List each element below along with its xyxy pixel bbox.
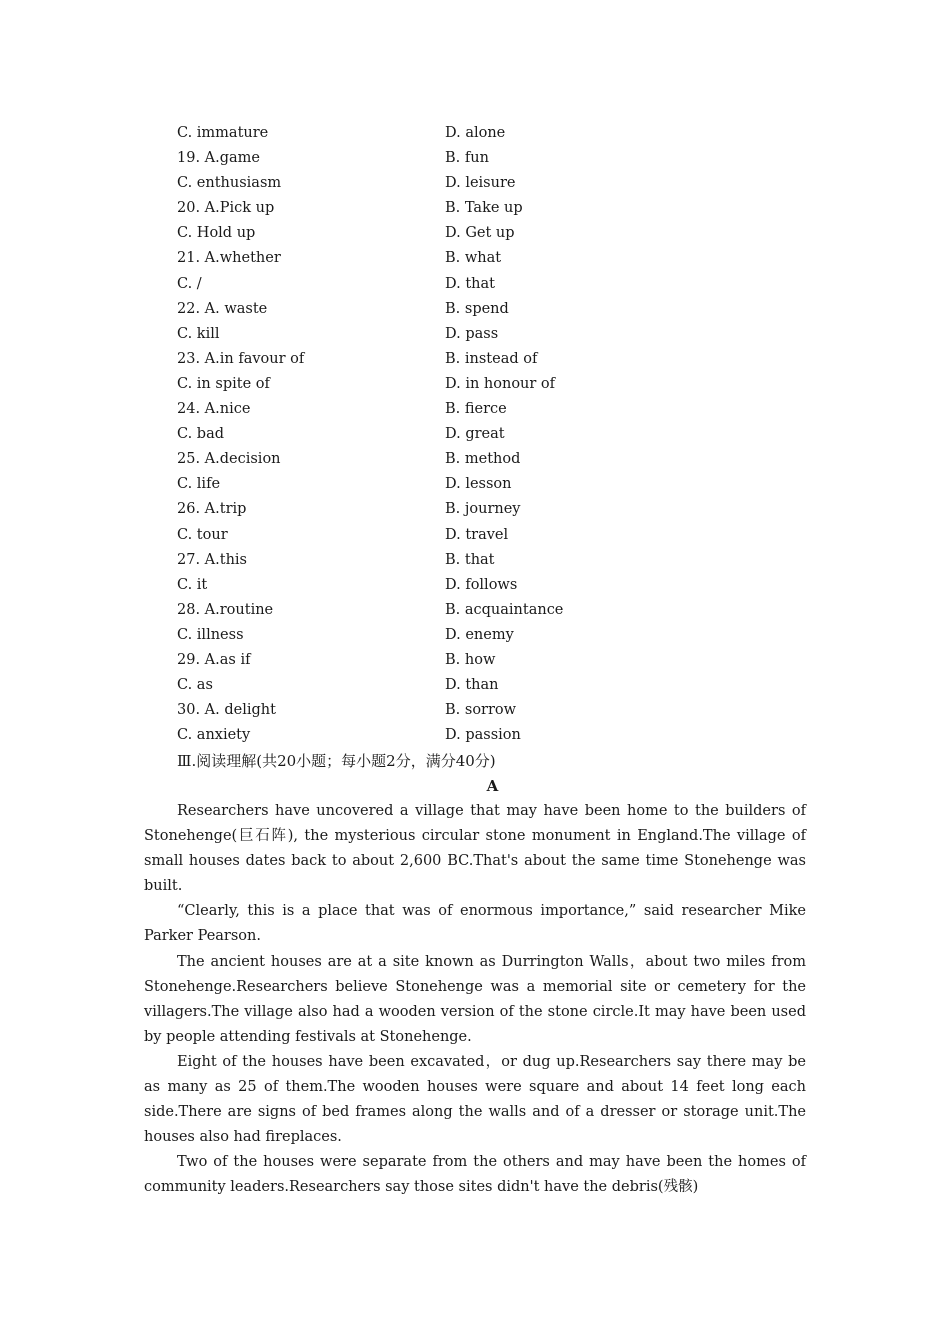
option-row [177,447,697,472]
passage-paragraph: Two of the houses were separate from the others and may have been the homes of community leaders.Researchers say those sites didn't have the debris(残骸) [144,1154,806,1196]
option-left: 29. A.as if [177,651,251,668]
passage-paragraph: Researchers have uncovered a village that may have been home to the builders of Stonehenge(巨石阵), the mysterious circular stone monument in England.The village of small houses dates back to about 2,600 BC.That's about the same time Stonehenge was built. [144,803,806,895]
option-right: B. method [445,451,521,468]
option-left: 21. A.whether [177,250,281,267]
option-row [177,422,697,447]
option-right: B. that [445,551,495,568]
option-right: B. sorrow [445,702,517,719]
option-row [177,573,697,598]
option-row [177,397,697,422]
option-right: D. pass [445,325,499,342]
option-left: C. illness [177,626,244,643]
option-row [177,146,697,171]
passage-paragraph: Eight of the houses have been excavated，or dug up.Researchers say there may be as many as 25 of them.The wooden houses were square and about 14 feet long each side.There are signs of bed frames along the walls and of a dresser or storage unit.The houses also had fireplaces. [144,1053,806,1146]
option-left: C. immature [177,125,269,141]
option-right: D. passion [445,727,521,744]
option-right: D. enemy [445,626,514,643]
option-right: D. that [445,275,495,292]
option-row [177,523,697,548]
option-left: 22. A. waste [177,300,268,317]
option-row [177,548,697,573]
option-left: 26. A.trip [177,501,247,518]
option-row [177,648,697,673]
option-row [177,598,697,623]
option-left: C. in spite of [177,375,270,392]
answer-options-list [177,121,697,748]
option-left: C. life [177,476,221,493]
option-left: C. kill [177,325,220,342]
reading-passage [144,799,806,1201]
passage-paragraph: The ancient houses are at a site known as Durrington Walls，about two miles from Stonehenge.Researchers believe Stonehenge was a memorial site or cemetery for the villagers.The village also had a wooden version of the stone circle.It may have been used by people attending festivals at Stonehenge. [144,953,806,1045]
option-row [177,272,697,297]
option-right: D. alone [445,125,506,141]
option-right: B. fun [445,150,489,167]
option-right: B. acquaintance [445,601,564,618]
option-row [177,372,697,397]
option-left: C. tour [177,526,228,543]
option-left: C. enthusiasm [177,175,282,192]
option-left: 19. A.game [177,150,261,167]
option-right: B. how [445,651,496,668]
option-right: D. Get up [445,225,515,242]
option-row [177,623,697,648]
option-left: 23. A.in favour of [177,350,305,367]
option-left: C. Hold up [177,225,256,242]
option-row [177,673,697,698]
option-row [177,221,697,246]
section-heading: Ⅲ.阅读理解(共20小题；每小题2分，满分40分) [177,752,496,770]
option-left: 25. A.decision [177,451,281,468]
passage-paragraph: “Clearly, this is a place that was of enormous importance,” said researcher Mike Parker Pearson. [144,903,806,945]
option-left: 27. A.this [177,551,247,568]
option-right: B. fierce [445,401,507,418]
option-left: C. anxiety [177,727,251,744]
option-row [177,297,697,322]
option-row [177,347,697,372]
option-right: B. Take up [445,200,523,217]
option-row [177,497,697,522]
option-right: B. instead of [445,350,538,367]
option-right: B. journey [445,501,521,518]
option-row [177,171,697,196]
option-left: C. bad [177,426,225,443]
option-left: 20. A.Pick up [177,200,275,217]
option-left: 28. A.routine [177,601,274,618]
option-row [177,472,697,497]
option-left: C. / [177,275,202,292]
option-right: D. travel [445,526,509,543]
option-row [177,121,697,146]
option-right: B. spend [445,300,509,317]
option-row [177,322,697,347]
option-left: C. it [177,576,208,593]
option-row [177,723,697,748]
option-right: D. follows [445,576,518,593]
option-left: 24. A.nice [177,401,251,418]
option-row [177,196,697,221]
option-right: D. leisure [445,175,516,192]
option-left: C. as [177,677,213,694]
option-right: D. in honour of [445,375,556,392]
option-right: D. great [445,426,505,443]
option-right: B. what [445,250,502,267]
option-row [177,698,697,723]
passage-title: A [486,777,499,795]
option-right: D. lesson [445,476,512,493]
option-left: 30. A. delight [177,702,276,719]
option-row [177,246,697,271]
option-right: D. than [445,677,499,694]
